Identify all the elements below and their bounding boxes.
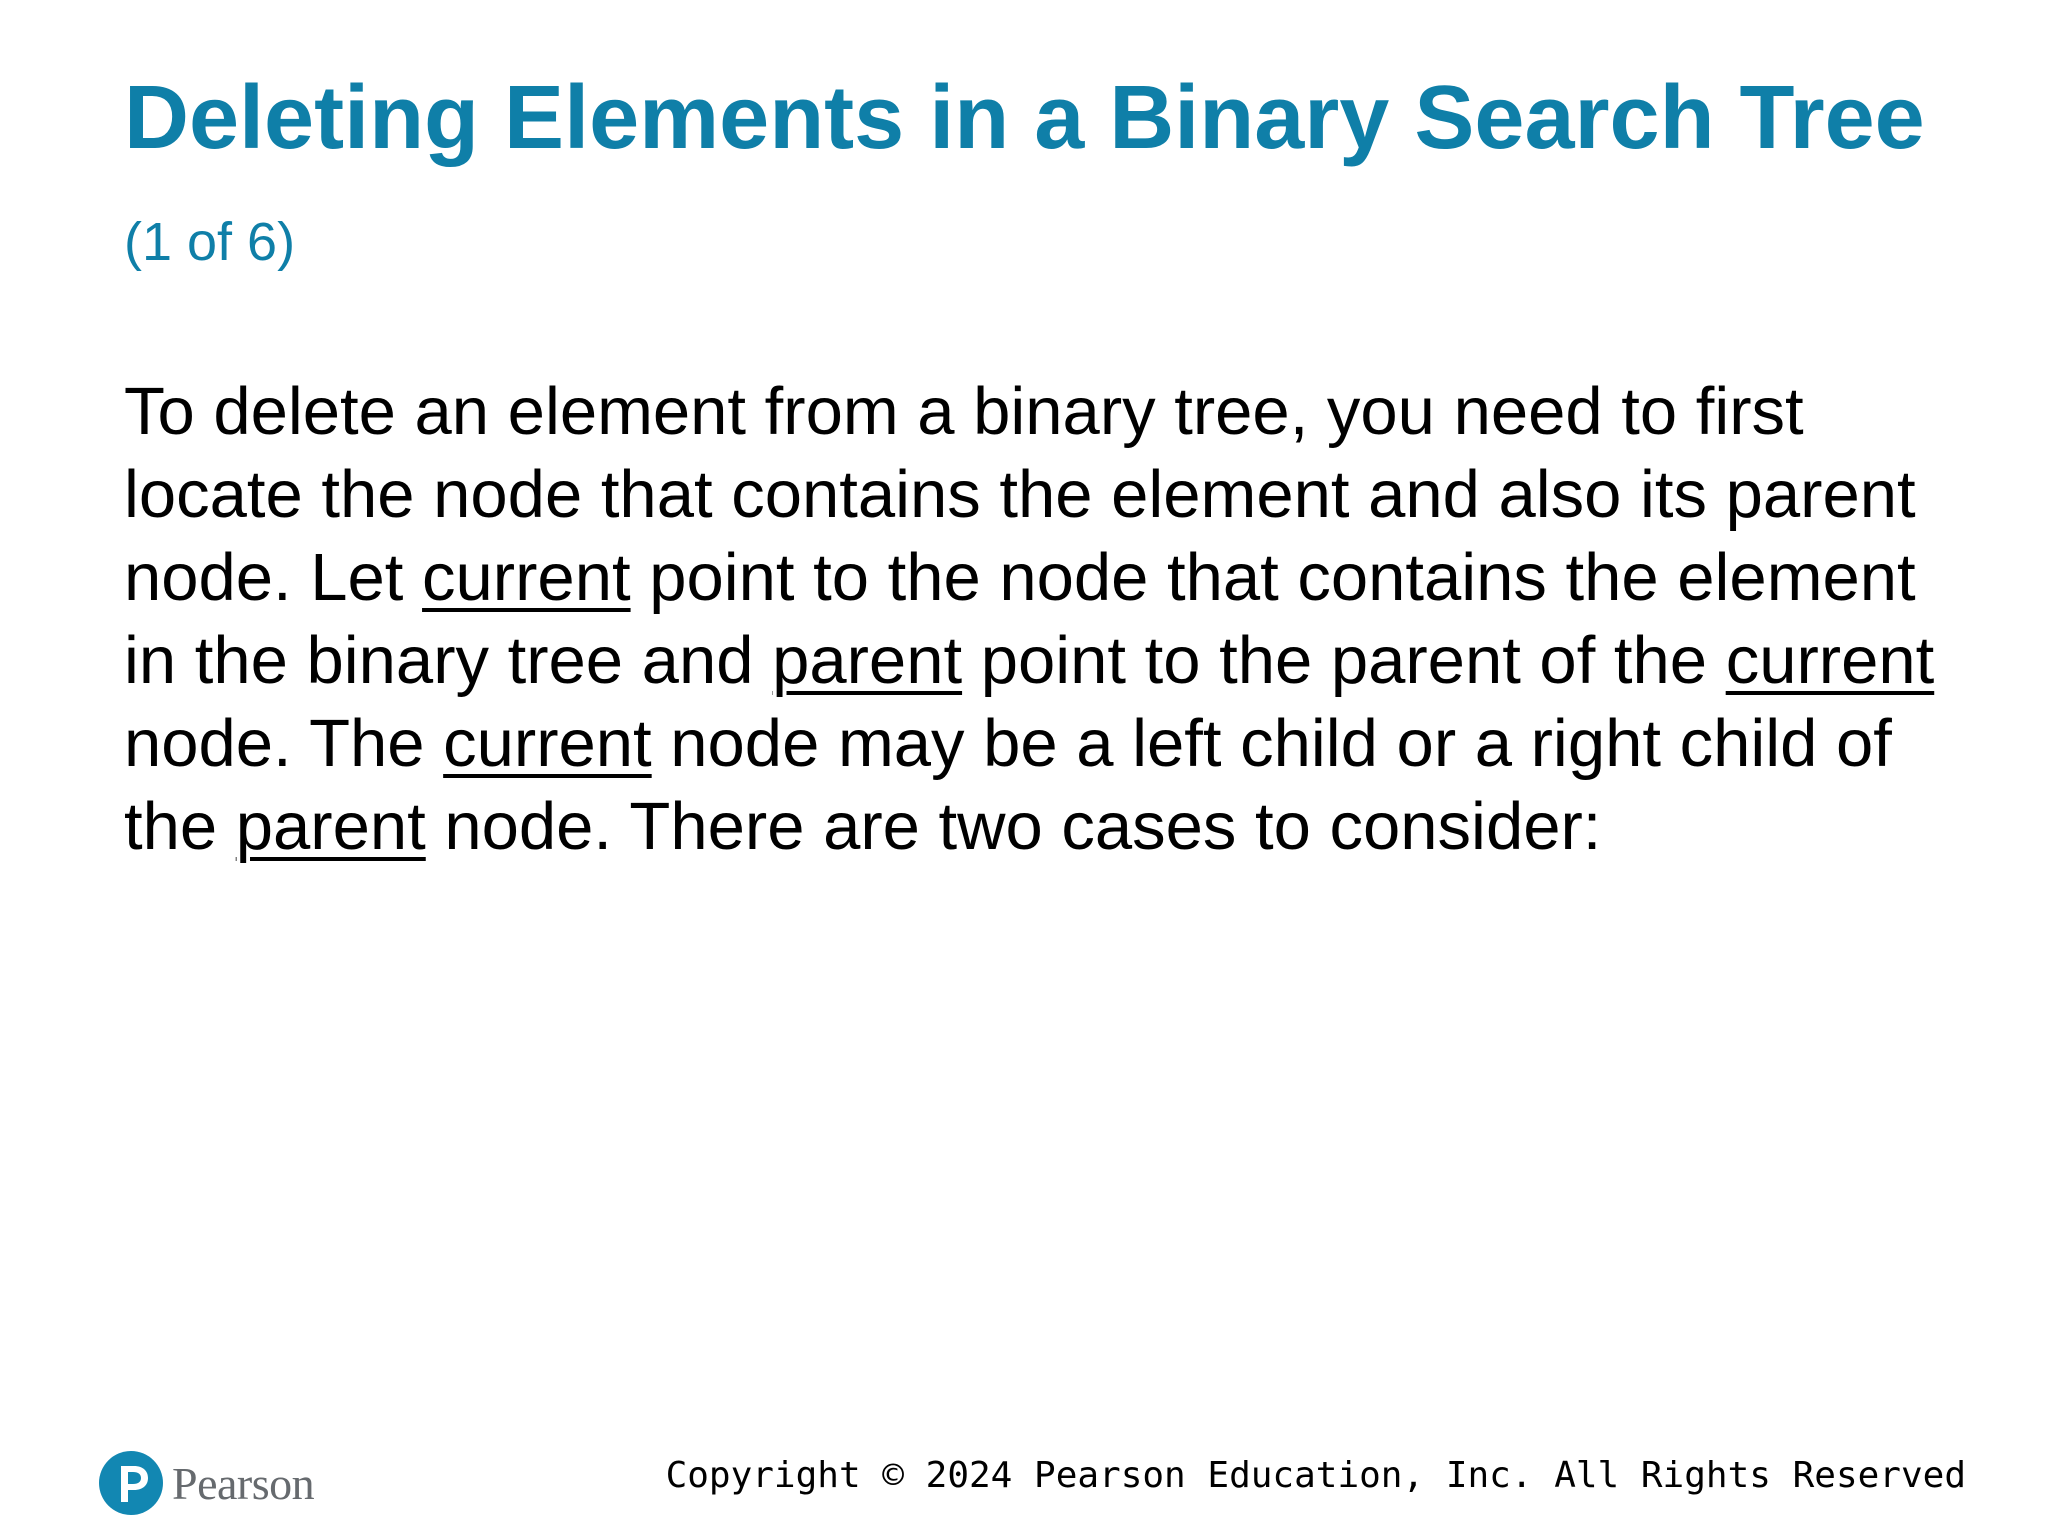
slide-title	[124, 62, 1944, 298]
underlined-term-parent: parent	[235, 789, 426, 864]
body-text-segment: node may be a left child or a right child of the	[124, 706, 1892, 864]
underlined-term-current: current	[422, 540, 631, 615]
underlined-term-current: current	[443, 706, 652, 781]
body-paragraph	[124, 370, 1954, 868]
slide-title-main: Deleting Elements in a Binary Search Tree	[124, 68, 1925, 168]
underlined-term-parent: parent	[772, 623, 963, 698]
body-text-segment: point to the node that contains the element in the binary tree and	[124, 540, 1916, 698]
copyright-notice: Copyright © 2024 Pearson Education, Inc. All Rights Reserved	[665, 1455, 1966, 1496]
body-text-segment: node. There are two cases to consider:	[425, 789, 1602, 864]
body-text-segment: node. The	[124, 706, 444, 781]
pearson-p-badge-icon	[98, 1450, 164, 1516]
pearson-logo	[98, 1448, 314, 1518]
underlined-term-current: current	[1725, 623, 1935, 698]
slide-title-part-indicator: (1 of 6)	[124, 212, 296, 272]
pearson-logo-text: Pearson	[172, 1457, 315, 1509]
body-text-segment: To delete an element from a binary tree, you need to first locate the node that contains the element and also its parent node. Let	[124, 374, 1916, 615]
body-text-segment: point to the parent of the	[962, 623, 1726, 698]
